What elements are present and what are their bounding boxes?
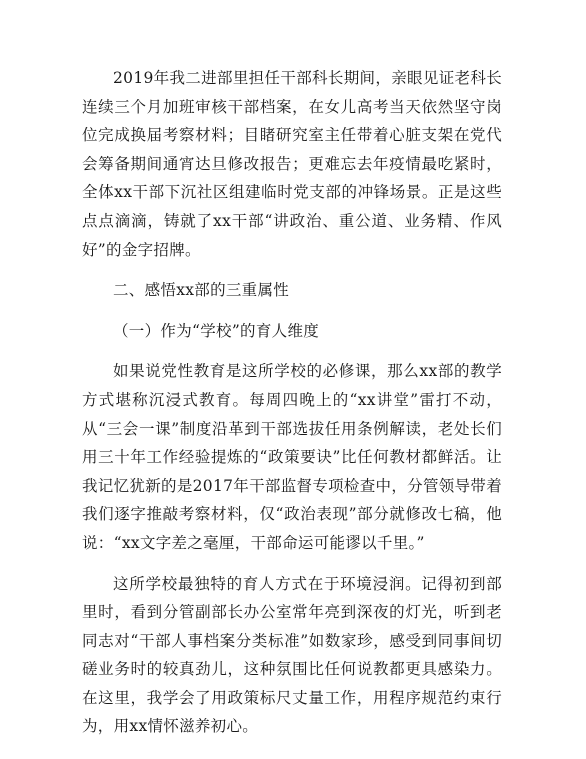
section-heading: 二、感悟xx部的三重属性: [113, 281, 290, 300]
body-paragraph: 这所学校最独特的育人方式在于环境浸润。记得初到部里时，看到分管副部长办公室常年亮到深夜的灯光，听到老同志对“干部人事档案分类标准”如数家珍，感受到同事间切磋业务时的较真劲儿，这种氛围比任何说教都更具感染力。在这里，我学会了用政策标尺丈量工作，用程序规范约束行为，用xx情怀滋养初心。: [82, 574, 502, 736]
body-paragraph: 如果说党性教育是这所学校的必修课，那么xx部的教学方式堪称沉浸式教育。每周四晚上的“xx讲堂”雷打不动，从“三会一课”制度沿革到干部选拔任用条例解读，老处长们用三十年工作经验提炼的“政策要诀”比任何教材都鲜活。让我记忆犹新的是2017年干部监督专项检查中，分管领导带着我们逐字推敲考察材料，仅“政治表现”部分就修改七稿，他说：“xx文字差之毫厘，干部命运可能谬以千里。”: [82, 362, 502, 552]
subsection-heading: （一）作为“学校”的育人维度: [113, 321, 320, 340]
body-paragraph: 2019年我二进部里担任干部科长期间，亲眼见证老科长连续三个月加班审核干部档案，在女儿高考当天依然坚守岗位完成换届考察材料；目睹研究室主任带着心脏支架在党代会筹备期间通宵达旦修改报告；更难忘去年疫情最吃紧时，全体xx干部下沉社区组建临时党支部的冲锋场景。正是这些点点滴滴，铸就了xx干部“讲政治、重公道、业务精、作风好”的金字招牌。: [82, 69, 502, 259]
document-body: [82, 64, 502, 741]
